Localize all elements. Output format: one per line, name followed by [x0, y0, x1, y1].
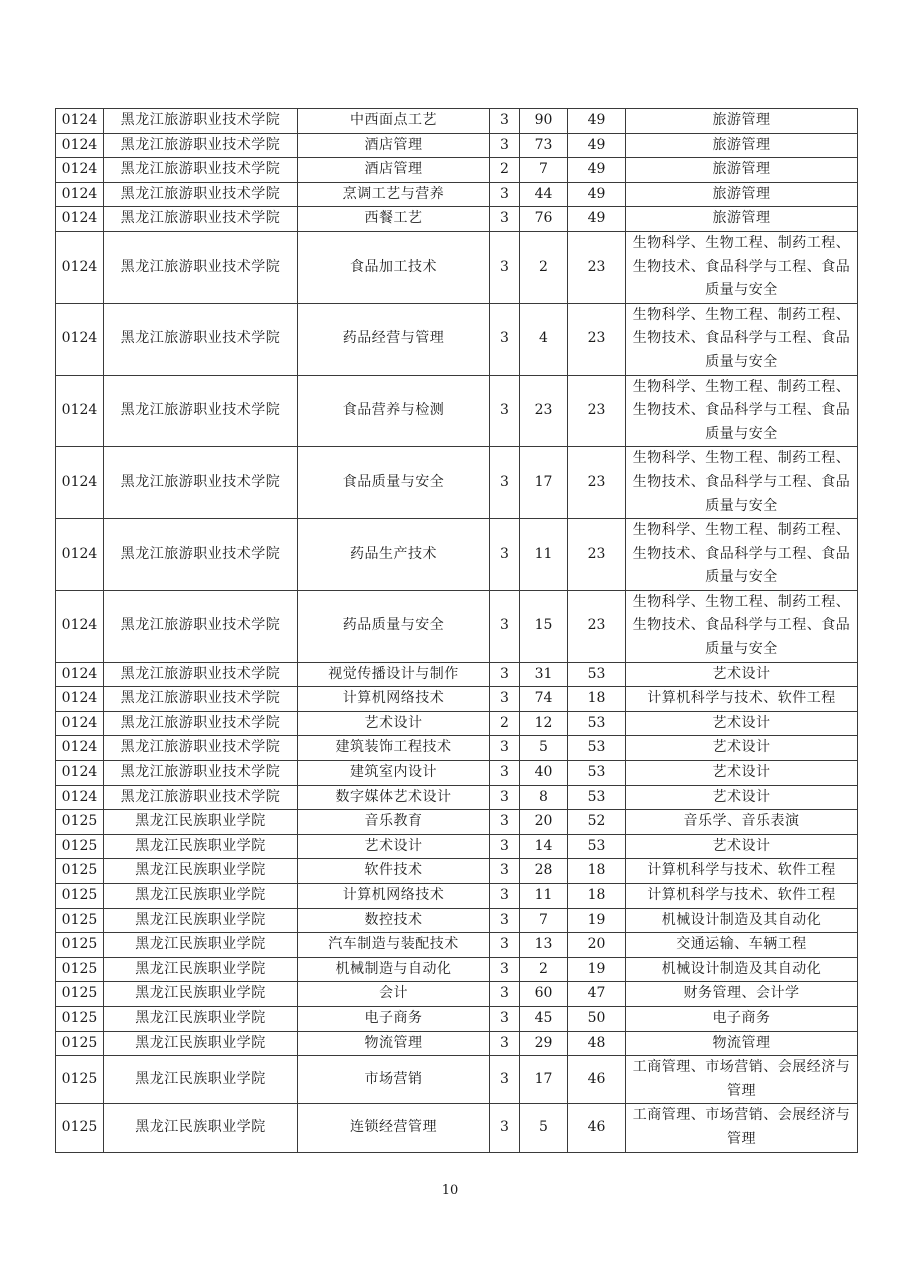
cell-school-code: 0125: [56, 859, 104, 884]
cell-plan-count: 12: [520, 711, 568, 736]
table-row: [56, 447, 858, 519]
cell-category-code: 49: [568, 158, 626, 183]
cell-years: 3: [490, 1056, 520, 1104]
cell-plan-count: 20: [520, 810, 568, 835]
table-row: [56, 1104, 858, 1152]
table-row: [56, 1031, 858, 1056]
cell-school-name: 黑龙江旅游职业技术学院: [104, 207, 298, 232]
cell-plan-count: 28: [520, 859, 568, 884]
cell-school-code: 0124: [56, 761, 104, 786]
cell-years: 3: [490, 590, 520, 662]
table-row: [56, 687, 858, 712]
cell-required-majors: 旅游管理: [626, 109, 858, 134]
table-row: [56, 133, 858, 158]
cell-school-code: 0124: [56, 662, 104, 687]
cell-years: 2: [490, 711, 520, 736]
cell-major-name: 音乐教育: [298, 810, 490, 835]
cell-plan-count: 74: [520, 687, 568, 712]
cell-plan-count: 29: [520, 1031, 568, 1056]
cell-required-majors: 生物科学、生物工程、制药工程、生物技术、食品科学与工程、食品质量与安全: [626, 447, 858, 519]
cell-plan-count: 5: [520, 1104, 568, 1152]
cell-category-code: 46: [568, 1056, 626, 1104]
cell-category-code: 23: [568, 590, 626, 662]
table-row: [56, 785, 858, 810]
cell-years: 2: [490, 158, 520, 183]
cell-years: 3: [490, 447, 520, 519]
cell-plan-count: 11: [520, 519, 568, 591]
table-row: [56, 1056, 858, 1104]
table-row: [56, 908, 858, 933]
cell-required-majors: 财务管理、会计学: [626, 982, 858, 1007]
cell-major-name: 药品质量与安全: [298, 590, 490, 662]
cell-plan-count: 11: [520, 884, 568, 909]
cell-category-code: 49: [568, 182, 626, 207]
cell-school-name: 黑龙江民族职业学院: [104, 810, 298, 835]
cell-school-code: 0125: [56, 1006, 104, 1031]
cell-major-name: 视觉传播设计与制作: [298, 662, 490, 687]
table-row: [56, 158, 858, 183]
cell-category-code: 47: [568, 982, 626, 1007]
table-row: [56, 1006, 858, 1031]
table-row: [56, 982, 858, 1007]
cell-school-name: 黑龙江民族职业学院: [104, 884, 298, 909]
cell-school-name: 黑龙江民族职业学院: [104, 1056, 298, 1104]
table-row: [56, 231, 858, 303]
cell-school-name: 黑龙江旅游职业技术学院: [104, 109, 298, 134]
cell-school-code: 0125: [56, 1104, 104, 1152]
page-number: 10: [441, 1183, 459, 1198]
cell-school-name: 黑龙江旅游职业技术学院: [104, 447, 298, 519]
cell-plan-count: 2: [520, 957, 568, 982]
cell-category-code: 19: [568, 957, 626, 982]
cell-plan-count: 76: [520, 207, 568, 232]
cell-category-code: 49: [568, 133, 626, 158]
cell-category-code: 23: [568, 231, 626, 303]
cell-plan-count: 23: [520, 375, 568, 447]
cell-major-name: 药品经营与管理: [298, 303, 490, 375]
cell-years: 3: [490, 133, 520, 158]
enrollment-table: [55, 108, 858, 1153]
cell-years: 3: [490, 859, 520, 884]
cell-plan-count: 5: [520, 736, 568, 761]
cell-category-code: 23: [568, 447, 626, 519]
cell-category-code: 49: [568, 207, 626, 232]
cell-school-code: 0125: [56, 834, 104, 859]
cell-required-majors: 电子商务: [626, 1006, 858, 1031]
table-row: [56, 859, 858, 884]
cell-category-code: 18: [568, 859, 626, 884]
cell-school-code: 0124: [56, 375, 104, 447]
table-row: [56, 933, 858, 958]
cell-years: 3: [490, 687, 520, 712]
cell-years: 3: [490, 736, 520, 761]
cell-required-majors: 机械设计制造及其自动化: [626, 957, 858, 982]
cell-category-code: 53: [568, 834, 626, 859]
cell-school-code: 0124: [56, 109, 104, 134]
cell-plan-count: 45: [520, 1006, 568, 1031]
cell-category-code: 52: [568, 810, 626, 835]
table-row: [56, 834, 858, 859]
cell-category-code: 19: [568, 908, 626, 933]
cell-years: 3: [490, 957, 520, 982]
table-row: [56, 303, 858, 375]
cell-required-majors: 艺术设计: [626, 761, 858, 786]
cell-major-name: 计算机网络技术: [298, 687, 490, 712]
cell-school-code: 0125: [56, 810, 104, 835]
cell-plan-count: 15: [520, 590, 568, 662]
cell-school-name: 黑龙江民族职业学院: [104, 1104, 298, 1152]
cell-school-code: 0124: [56, 785, 104, 810]
cell-plan-count: 2: [520, 231, 568, 303]
cell-required-majors: 生物科学、生物工程、制药工程、生物技术、食品科学与工程、食品质量与安全: [626, 519, 858, 591]
cell-category-code: 53: [568, 736, 626, 761]
cell-major-name: 酒店管理: [298, 158, 490, 183]
cell-school-name: 黑龙江民族职业学院: [104, 834, 298, 859]
table-row: [56, 182, 858, 207]
cell-required-majors: 艺术设计: [626, 834, 858, 859]
cell-school-code: 0124: [56, 133, 104, 158]
cell-required-majors: 旅游管理: [626, 133, 858, 158]
cell-major-name: 酒店管理: [298, 133, 490, 158]
cell-required-majors: 旅游管理: [626, 158, 858, 183]
cell-category-code: 50: [568, 1006, 626, 1031]
cell-school-name: 黑龙江旅游职业技术学院: [104, 711, 298, 736]
cell-plan-count: 31: [520, 662, 568, 687]
cell-major-name: 机械制造与自动化: [298, 957, 490, 982]
cell-major-name: 市场营销: [298, 1056, 490, 1104]
cell-major-name: 数字媒体艺术设计: [298, 785, 490, 810]
cell-major-name: 建筑室内设计: [298, 761, 490, 786]
cell-years: 3: [490, 1104, 520, 1152]
cell-major-name: 艺术设计: [298, 834, 490, 859]
cell-required-majors: 物流管理: [626, 1031, 858, 1056]
cell-required-majors: 音乐学、音乐表演: [626, 810, 858, 835]
cell-major-name: 食品加工技术: [298, 231, 490, 303]
cell-school-code: 0124: [56, 182, 104, 207]
cell-major-name: 西餐工艺: [298, 207, 490, 232]
cell-school-code: 0125: [56, 982, 104, 1007]
cell-school-code: 0125: [56, 1031, 104, 1056]
cell-years: 3: [490, 182, 520, 207]
cell-years: 3: [490, 662, 520, 687]
cell-required-majors: 旅游管理: [626, 182, 858, 207]
cell-required-majors: 计算机科学与技术、软件工程: [626, 687, 858, 712]
table-row: [56, 109, 858, 134]
cell-school-code: 0124: [56, 303, 104, 375]
cell-school-code: 0124: [56, 207, 104, 232]
cell-school-code: 0124: [56, 736, 104, 761]
cell-major-name: 艺术设计: [298, 711, 490, 736]
cell-major-name: 食品质量与安全: [298, 447, 490, 519]
table-row: [56, 375, 858, 447]
cell-plan-count: 8: [520, 785, 568, 810]
cell-school-code: 0124: [56, 590, 104, 662]
cell-required-majors: 艺术设计: [626, 736, 858, 761]
cell-major-name: 连锁经营管理: [298, 1104, 490, 1152]
cell-school-name: 黑龙江民族职业学院: [104, 908, 298, 933]
cell-plan-count: 73: [520, 133, 568, 158]
cell-school-name: 黑龙江旅游职业技术学院: [104, 736, 298, 761]
cell-major-name: 会计: [298, 982, 490, 1007]
table-row: [56, 957, 858, 982]
cell-school-name: 黑龙江旅游职业技术学院: [104, 785, 298, 810]
cell-category-code: 46: [568, 1104, 626, 1152]
cell-years: 3: [490, 1031, 520, 1056]
cell-years: 3: [490, 207, 520, 232]
cell-plan-count: 7: [520, 908, 568, 933]
cell-plan-count: 17: [520, 1056, 568, 1104]
cell-required-majors: 生物科学、生物工程、制药工程、生物技术、食品科学与工程、食品质量与安全: [626, 231, 858, 303]
table-row: [56, 736, 858, 761]
cell-category-code: 23: [568, 375, 626, 447]
cell-school-code: 0125: [56, 884, 104, 909]
cell-major-name: 软件技术: [298, 859, 490, 884]
cell-required-majors: 生物科学、生物工程、制药工程、生物技术、食品科学与工程、食品质量与安全: [626, 375, 858, 447]
table-row: [56, 590, 858, 662]
cell-major-name: 食品营养与检测: [298, 375, 490, 447]
cell-school-name: 黑龙江旅游职业技术学院: [104, 182, 298, 207]
cell-plan-count: 17: [520, 447, 568, 519]
cell-major-name: 物流管理: [298, 1031, 490, 1056]
table-row: [56, 810, 858, 835]
cell-required-majors: 生物科学、生物工程、制药工程、生物技术、食品科学与工程、食品质量与安全: [626, 590, 858, 662]
cell-school-name: 黑龙江旅游职业技术学院: [104, 519, 298, 591]
cell-school-name: 黑龙江旅游职业技术学院: [104, 590, 298, 662]
cell-school-code: 0125: [56, 1056, 104, 1104]
cell-required-majors: 艺术设计: [626, 785, 858, 810]
cell-plan-count: 13: [520, 933, 568, 958]
cell-category-code: 20: [568, 933, 626, 958]
table-row: [56, 519, 858, 591]
table-row: [56, 711, 858, 736]
cell-school-name: 黑龙江民族职业学院: [104, 933, 298, 958]
cell-required-majors: 机械设计制造及其自动化: [626, 908, 858, 933]
cell-years: 3: [490, 884, 520, 909]
cell-major-name: 烹调工艺与营养: [298, 182, 490, 207]
cell-school-name: 黑龙江民族职业学院: [104, 982, 298, 1007]
cell-major-name: 汽车制造与装配技术: [298, 933, 490, 958]
cell-years: 3: [490, 1006, 520, 1031]
cell-category-code: 53: [568, 711, 626, 736]
cell-school-name: 黑龙江民族职业学院: [104, 1006, 298, 1031]
cell-school-name: 黑龙江旅游职业技术学院: [104, 158, 298, 183]
cell-required-majors: 生物科学、生物工程、制药工程、生物技术、食品科学与工程、食品质量与安全: [626, 303, 858, 375]
cell-category-code: 53: [568, 785, 626, 810]
cell-school-name: 黑龙江民族职业学院: [104, 859, 298, 884]
cell-school-name: 黑龙江民族职业学院: [104, 957, 298, 982]
cell-required-majors: 艺术设计: [626, 711, 858, 736]
cell-major-name: 中西面点工艺: [298, 109, 490, 134]
cell-category-code: 49: [568, 109, 626, 134]
cell-required-majors: 工商管理、市场营销、会展经济与管理: [626, 1056, 858, 1104]
cell-school-code: 0124: [56, 447, 104, 519]
cell-required-majors: 计算机科学与技术、软件工程: [626, 884, 858, 909]
cell-required-majors: 工商管理、市场营销、会展经济与管理: [626, 1104, 858, 1152]
cell-school-name: 黑龙江旅游职业技术学院: [104, 303, 298, 375]
cell-category-code: 18: [568, 884, 626, 909]
cell-school-code: 0124: [56, 519, 104, 591]
cell-plan-count: 44: [520, 182, 568, 207]
cell-required-majors: 计算机科学与技术、软件工程: [626, 859, 858, 884]
cell-school-code: 0124: [56, 711, 104, 736]
cell-major-name: 计算机网络技术: [298, 884, 490, 909]
table-row: [56, 761, 858, 786]
cell-school-name: 黑龙江民族职业学院: [104, 1031, 298, 1056]
cell-required-majors: 旅游管理: [626, 207, 858, 232]
cell-school-code: 0125: [56, 957, 104, 982]
cell-school-code: 0124: [56, 158, 104, 183]
cell-school-name: 黑龙江旅游职业技术学院: [104, 687, 298, 712]
cell-school-name: 黑龙江旅游职业技术学院: [104, 375, 298, 447]
table-body: [56, 109, 858, 1153]
cell-school-code: 0125: [56, 933, 104, 958]
cell-plan-count: 90: [520, 109, 568, 134]
cell-required-majors: 交通运输、车辆工程: [626, 933, 858, 958]
cell-school-name: 黑龙江旅游职业技术学院: [104, 662, 298, 687]
cell-years: 3: [490, 519, 520, 591]
cell-school-code: 0124: [56, 231, 104, 303]
cell-category-code: 23: [568, 303, 626, 375]
cell-years: 3: [490, 933, 520, 958]
cell-years: 3: [490, 908, 520, 933]
cell-plan-count: 7: [520, 158, 568, 183]
cell-school-name: 黑龙江旅游职业技术学院: [104, 133, 298, 158]
table-row: [56, 662, 858, 687]
cell-required-majors: 艺术设计: [626, 662, 858, 687]
cell-years: 3: [490, 303, 520, 375]
table-row: [56, 884, 858, 909]
table-row: [56, 207, 858, 232]
cell-years: 3: [490, 810, 520, 835]
cell-category-code: 48: [568, 1031, 626, 1056]
cell-category-code: 18: [568, 687, 626, 712]
cell-category-code: 23: [568, 519, 626, 591]
cell-major-name: 电子商务: [298, 1006, 490, 1031]
cell-school-name: 黑龙江旅游职业技术学院: [104, 761, 298, 786]
cell-plan-count: 4: [520, 303, 568, 375]
cell-plan-count: 40: [520, 761, 568, 786]
cell-years: 3: [490, 109, 520, 134]
cell-years: 3: [490, 231, 520, 303]
cell-years: 3: [490, 982, 520, 1007]
cell-plan-count: 60: [520, 982, 568, 1007]
cell-years: 3: [490, 761, 520, 786]
cell-school-code: 0125: [56, 908, 104, 933]
cell-major-name: 药品生产技术: [298, 519, 490, 591]
cell-major-name: 建筑装饰工程技术: [298, 736, 490, 761]
cell-category-code: 53: [568, 662, 626, 687]
cell-school-code: 0124: [56, 687, 104, 712]
cell-plan-count: 14: [520, 834, 568, 859]
cell-category-code: 53: [568, 761, 626, 786]
cell-major-name: 数控技术: [298, 908, 490, 933]
cell-school-name: 黑龙江旅游职业技术学院: [104, 231, 298, 303]
cell-years: 3: [490, 834, 520, 859]
cell-years: 3: [490, 375, 520, 447]
cell-years: 3: [490, 785, 520, 810]
